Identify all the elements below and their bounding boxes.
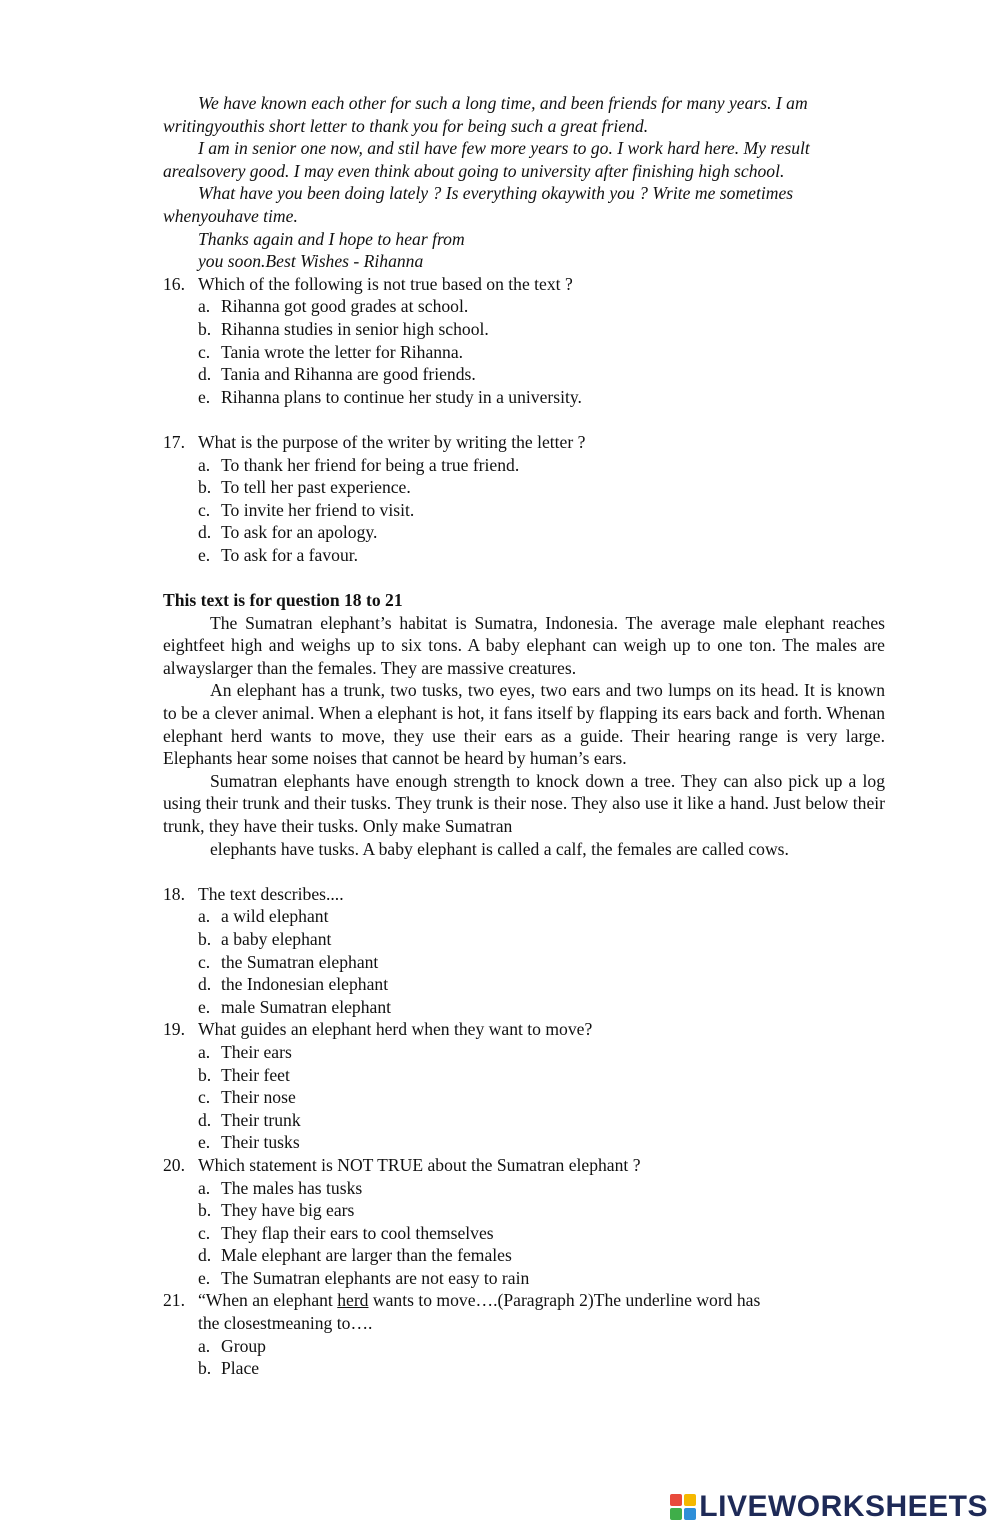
question-20: [163, 1154, 885, 1290]
option-letter: b.: [198, 477, 212, 498]
option-letter: d.: [198, 974, 212, 995]
option-letter: e.: [198, 386, 211, 407]
option-letter: a.: [198, 1041, 211, 1062]
option-b: [198, 928, 885, 951]
question-text: What is the purpose of the writer by writing the letter ?: [198, 431, 586, 452]
passage-paragraph-2: An elephant has a trunk, two tusks, two eyes, two ears and two lumps on its head. It is known to be a clever animal. When a elephant is hot, it fans itself by flapping its ears back and forth. Whenan elephant herd wants to move, they use their ears as a guide. Their hearing range is very large. Elephants hear some noises that cannot be heard by human’s ears.: [163, 680, 885, 769]
option-text: Rihanna studies in senior high school.: [221, 318, 489, 339]
option-c: [198, 1222, 885, 1245]
option-text: The males has tusks: [221, 1177, 363, 1198]
option-text: Male elephant are larger than the females: [221, 1245, 512, 1266]
option-a: [198, 905, 885, 928]
question-number: 19.: [163, 1019, 185, 1040]
spacer: [163, 408, 885, 431]
option-text: They have big ears: [221, 1200, 355, 1221]
option-c: [198, 341, 885, 364]
option-text: Their nose: [221, 1087, 296, 1108]
option-letter: b.: [198, 318, 212, 339]
question-16: [163, 273, 885, 409]
option-letter: c.: [198, 1222, 211, 1243]
letter-closing-1: Thanks again and I hope to hear from: [198, 228, 465, 249]
letter-paragraph-3: What have you been doing lately ? Is everything okaywith you ? Write me sometimes whenyouhave time.: [163, 183, 794, 226]
question-19: [163, 1018, 885, 1154]
question-text: Which statement is NOT TRUE about the Sumatran elephant ?: [198, 1154, 641, 1175]
option-letter: d.: [198, 1245, 212, 1266]
option-letter: e.: [198, 996, 211, 1017]
option-d: [198, 521, 885, 544]
option-text: The Sumatran elephants are not easy to rain: [221, 1267, 530, 1288]
option-text: Their feet: [221, 1064, 290, 1085]
option-a: [198, 295, 885, 318]
option-a: [198, 454, 885, 477]
option-letter: d.: [198, 522, 212, 543]
option-e: [198, 1131, 885, 1154]
option-e: [198, 996, 885, 1019]
logo-square-red: [670, 1494, 682, 1506]
option-letter: d.: [198, 364, 212, 385]
option-text: Tania and Rihanna are good friends.: [221, 364, 476, 385]
letter-paragraph-1: We have known each other for such a long time, and been friends for many years. I am writingyouthis short letter to thank you for being such a great friend.: [163, 93, 808, 136]
question-17: [163, 431, 885, 567]
option-text: Their trunk: [221, 1109, 301, 1130]
question-text: Which of the following is not true based on the text ?: [198, 273, 573, 294]
option-letter: a.: [198, 1177, 211, 1198]
option-a: [198, 1041, 885, 1064]
option-text: To ask for a favour.: [221, 544, 359, 565]
option-text: the Indonesian elephant: [221, 974, 389, 995]
option-letter: c.: [198, 951, 211, 972]
option-text: Rihanna plans to continue her study in a university.: [221, 386, 582, 407]
option-b: [198, 1064, 885, 1087]
option-text: Their tusks: [221, 1132, 300, 1153]
question-number: 21.: [163, 1290, 185, 1311]
option-a: [198, 1177, 885, 1200]
option-c: [198, 499, 885, 522]
liveworksheets-logo[interactable]: [670, 1489, 988, 1523]
option-letter: b.: [198, 928, 212, 949]
question-number: 16.: [163, 273, 185, 294]
option-letter: b.: [198, 1064, 212, 1085]
option-e: [198, 1267, 885, 1290]
option-d: [198, 1244, 885, 1267]
option-letter: e.: [198, 544, 211, 565]
option-b: [198, 1357, 885, 1380]
option-letter: a.: [198, 1335, 211, 1356]
underlined-word: herd: [337, 1290, 369, 1311]
question-number: 20.: [163, 1154, 185, 1175]
passage-paragraph-1: The Sumatran elephant’s habitat is Sumatra, Indonesia. The average male elephant reaches eightfeet high and weighs up to six tons. A baby elephant can weigh up to one ton. The males are alwayslarger than the females. They are massive creatures.: [163, 612, 885, 678]
option-letter: c.: [198, 341, 211, 362]
liveworksheets-logo-icon: [670, 1494, 696, 1520]
option-letter: c.: [198, 1087, 211, 1108]
question-21: [163, 1289, 885, 1379]
option-text: a baby elephant: [221, 928, 332, 949]
option-c: [198, 1086, 885, 1109]
section-heading: This text is for question 18 to 21: [163, 590, 403, 611]
logo-text: LIVEWORKSHEETS: [699, 1489, 988, 1523]
option-d: [198, 363, 885, 386]
option-letter: e.: [198, 1267, 211, 1288]
passage-paragraph-4: elephants have tusks. A baby elephant is called a calf, the females are called cows.: [210, 838, 789, 859]
option-text: a wild elephant: [221, 906, 329, 927]
option-text: To tell her past experience.: [221, 477, 411, 498]
option-text: To ask for an apology.: [221, 522, 378, 543]
option-letter: a.: [198, 906, 211, 927]
option-e: [198, 386, 885, 409]
option-b: [198, 1199, 885, 1222]
question-text-line-2: the closestmeaning to….: [198, 1313, 373, 1334]
option-b: [198, 476, 885, 499]
passage-paragraph-3: Sumatran elephants have enough strength to knock down a tree. They can also pick up a log using their trunk and their tusks. They trunk is their nose. They also use it like a hand. Just below their trunk, they have their tusks. Only make Sumatran: [163, 770, 885, 836]
option-text: male Sumatran elephant: [221, 996, 392, 1017]
option-b: [198, 318, 885, 341]
option-text: Tania wrote the letter for Rihanna.: [221, 341, 464, 362]
worksheet-page: [163, 92, 885, 1380]
option-text: Place: [221, 1358, 260, 1379]
logo-square-blue: [684, 1508, 696, 1520]
option-text: They flap their ears to cool themselves: [221, 1222, 494, 1243]
option-letter: c.: [198, 499, 211, 520]
spacer: [163, 860, 885, 883]
logo-square-green: [670, 1508, 682, 1520]
letter-paragraph-2: I am in senior one now, and stil have few more years to go. I work hard here. My result arealsovery good. I may even think about going to university after finishing high school.: [163, 138, 810, 181]
option-text: the Sumatran elephant: [221, 951, 379, 972]
letter-closing-2: you soon.Best Wishes - Rihanna: [198, 251, 424, 272]
option-letter: a.: [198, 296, 211, 317]
option-c: [198, 951, 885, 974]
question-text-end: wants to move….(Paragraph 2)The underline word has: [368, 1290, 761, 1311]
option-d: [198, 973, 885, 996]
question-number: 18.: [163, 883, 185, 904]
option-e: [198, 544, 885, 567]
question-text: What guides an elephant herd when they want to move?: [198, 1019, 593, 1040]
option-text: Rihanna got good grades at school.: [221, 296, 469, 317]
option-text: To thank her friend for being a true friend.: [221, 454, 520, 475]
spacer: [163, 566, 885, 589]
option-letter: a.: [198, 454, 211, 475]
option-text: To invite her friend to visit.: [221, 499, 415, 520]
option-letter: b.: [198, 1200, 212, 1221]
option-a: [198, 1335, 885, 1358]
question-18: [163, 883, 885, 1019]
option-letter: b.: [198, 1358, 212, 1379]
question-text: The text describes....: [198, 883, 344, 904]
question-number: 17.: [163, 431, 185, 452]
option-text: Group: [221, 1335, 266, 1356]
option-letter: d.: [198, 1109, 212, 1130]
option-text: Their ears: [221, 1041, 292, 1062]
logo-square-yellow: [684, 1494, 696, 1506]
option-letter: e.: [198, 1132, 211, 1153]
question-text-start: “When an elephant: [198, 1290, 338, 1311]
option-d: [198, 1109, 885, 1132]
